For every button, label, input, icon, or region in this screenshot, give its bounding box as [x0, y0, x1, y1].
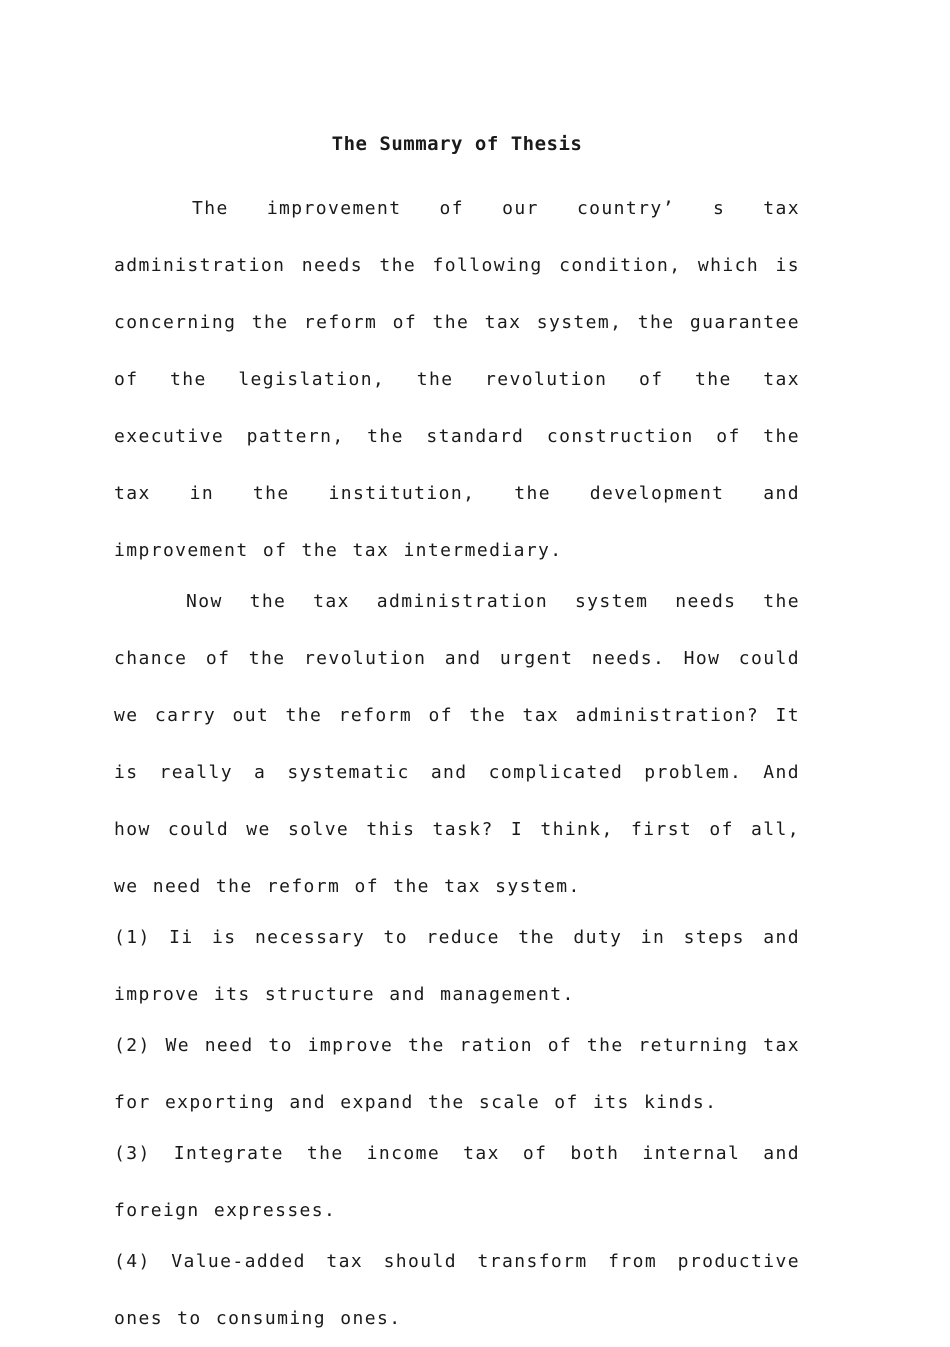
list-item-2: (2) We need to improve the ration of the returning tax for exporting and expand the scale of its kinds. — [114, 1035, 800, 1113]
paragraph-1: The improvement of our country’ s tax administration needs the following condition, which is concerning the reform of the tax system, the guarantee of the legislation, the revolution of the tax executive pattern, the standard construction of the tax in the institution, the development and improvement of the tax intermediary. — [114, 198, 800, 561]
document-page — [114, 130, 800, 1347]
list-item-4: (4) Value-added tax should transform from productive ones to consuming ones. — [114, 1251, 800, 1329]
document-title: The Summary of Thesis — [331, 133, 583, 155]
list-item-1: (1) Ii is necessary to reduce the duty in steps and improve its structure and management. — [114, 927, 800, 1005]
paragraph-2: Now the tax administration system needs the chance of the revolution and urgent needs. How could we carry out the reform of the tax administration? It is really a systematic and complicated problem. And how could we solve this task? I think, first of all, we need the reform of the tax system. — [114, 591, 800, 897]
list-item-3: (3) Integrate the income tax of both internal and foreign expresses. — [114, 1143, 800, 1221]
